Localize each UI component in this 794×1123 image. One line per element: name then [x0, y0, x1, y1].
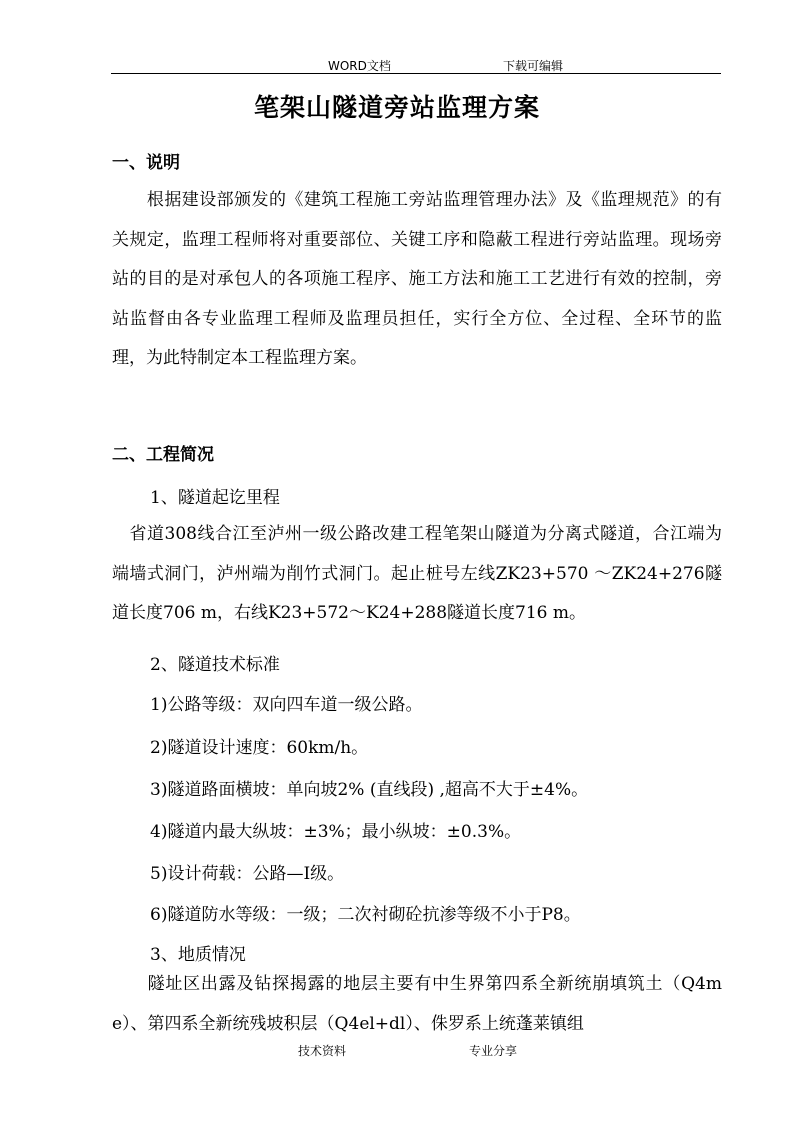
header-left-text: WORD文档	[328, 59, 391, 73]
subsection-1-heading: 1、隧道起讫里程	[150, 488, 280, 508]
footer-left-text: 技术资料	[298, 1044, 347, 1058]
standard-item-4: 4)隧道内最大纵坡：±3%；最小纵坡：±0.3%。	[150, 822, 522, 842]
header-right-text: 下载可编辑	[503, 59, 564, 73]
subsection-3-paragraph: 隧址区出露及钻探揭露的地层主要有中生界第四系全新统崩填筑土（Q4me）、第四系全新统残坡积层（Q4el+dl）、侏罗系上统蓬莱镇组	[112, 974, 722, 1034]
footer-right-text: 专业分享	[469, 1044, 518, 1058]
subsection-3-heading: 3、地质情况	[150, 945, 246, 965]
document-title: 笔架山隧道旁站监理方案	[253, 93, 540, 122]
standard-item-2: 2)隧道设计速度：60km/h。	[150, 738, 369, 758]
subsection-2-heading: 2、隧道技术标准	[150, 655, 280, 675]
section-1-heading: 一、说明	[112, 153, 180, 173]
standard-item-6: 6)隧道防水等级：一级；二次衬砌砼抗渗等级不小于P8。	[150, 905, 581, 925]
header-rule	[111, 73, 721, 74]
standard-item-3: 3)隧道路面横坡：单向坡2% (直线段) ,超高不大于±4%。	[150, 780, 589, 800]
section-2-heading: 二、工程简况	[112, 445, 214, 465]
standard-item-5: 5)设计荷载：公路—I级。	[150, 864, 345, 884]
section-1-paragraph: 根据建设部颁发的《建筑工程施工旁站监理管理办法》及《监理规范》的有关规定，监理工程师将对重要部位、关键工序和隐蔽工程进行旁站监理。现场旁站的目的是对承包人的各项施工程序、施工方法和施工工艺进行有效的控制，旁站监督由各专业监理工程师及监理员担任，实行全方位、全过程、全环节的监理，为此特制定本工程监理方案。	[112, 190, 722, 369]
subsection-1-paragraph: 省道308线合江至泸州一级公路改建工程笔架山隧道为分离式隧道，合江端为端墙式洞门，泸州端为削竹式洞门。起止桩号左线ZK23+570 ～ZK24+276隧道长度706 m，右线K23+572～K24+288隧道长度716 m。	[112, 524, 722, 624]
standard-item-1: 1)公路等级：双向四车道一级公路。	[150, 695, 423, 715]
